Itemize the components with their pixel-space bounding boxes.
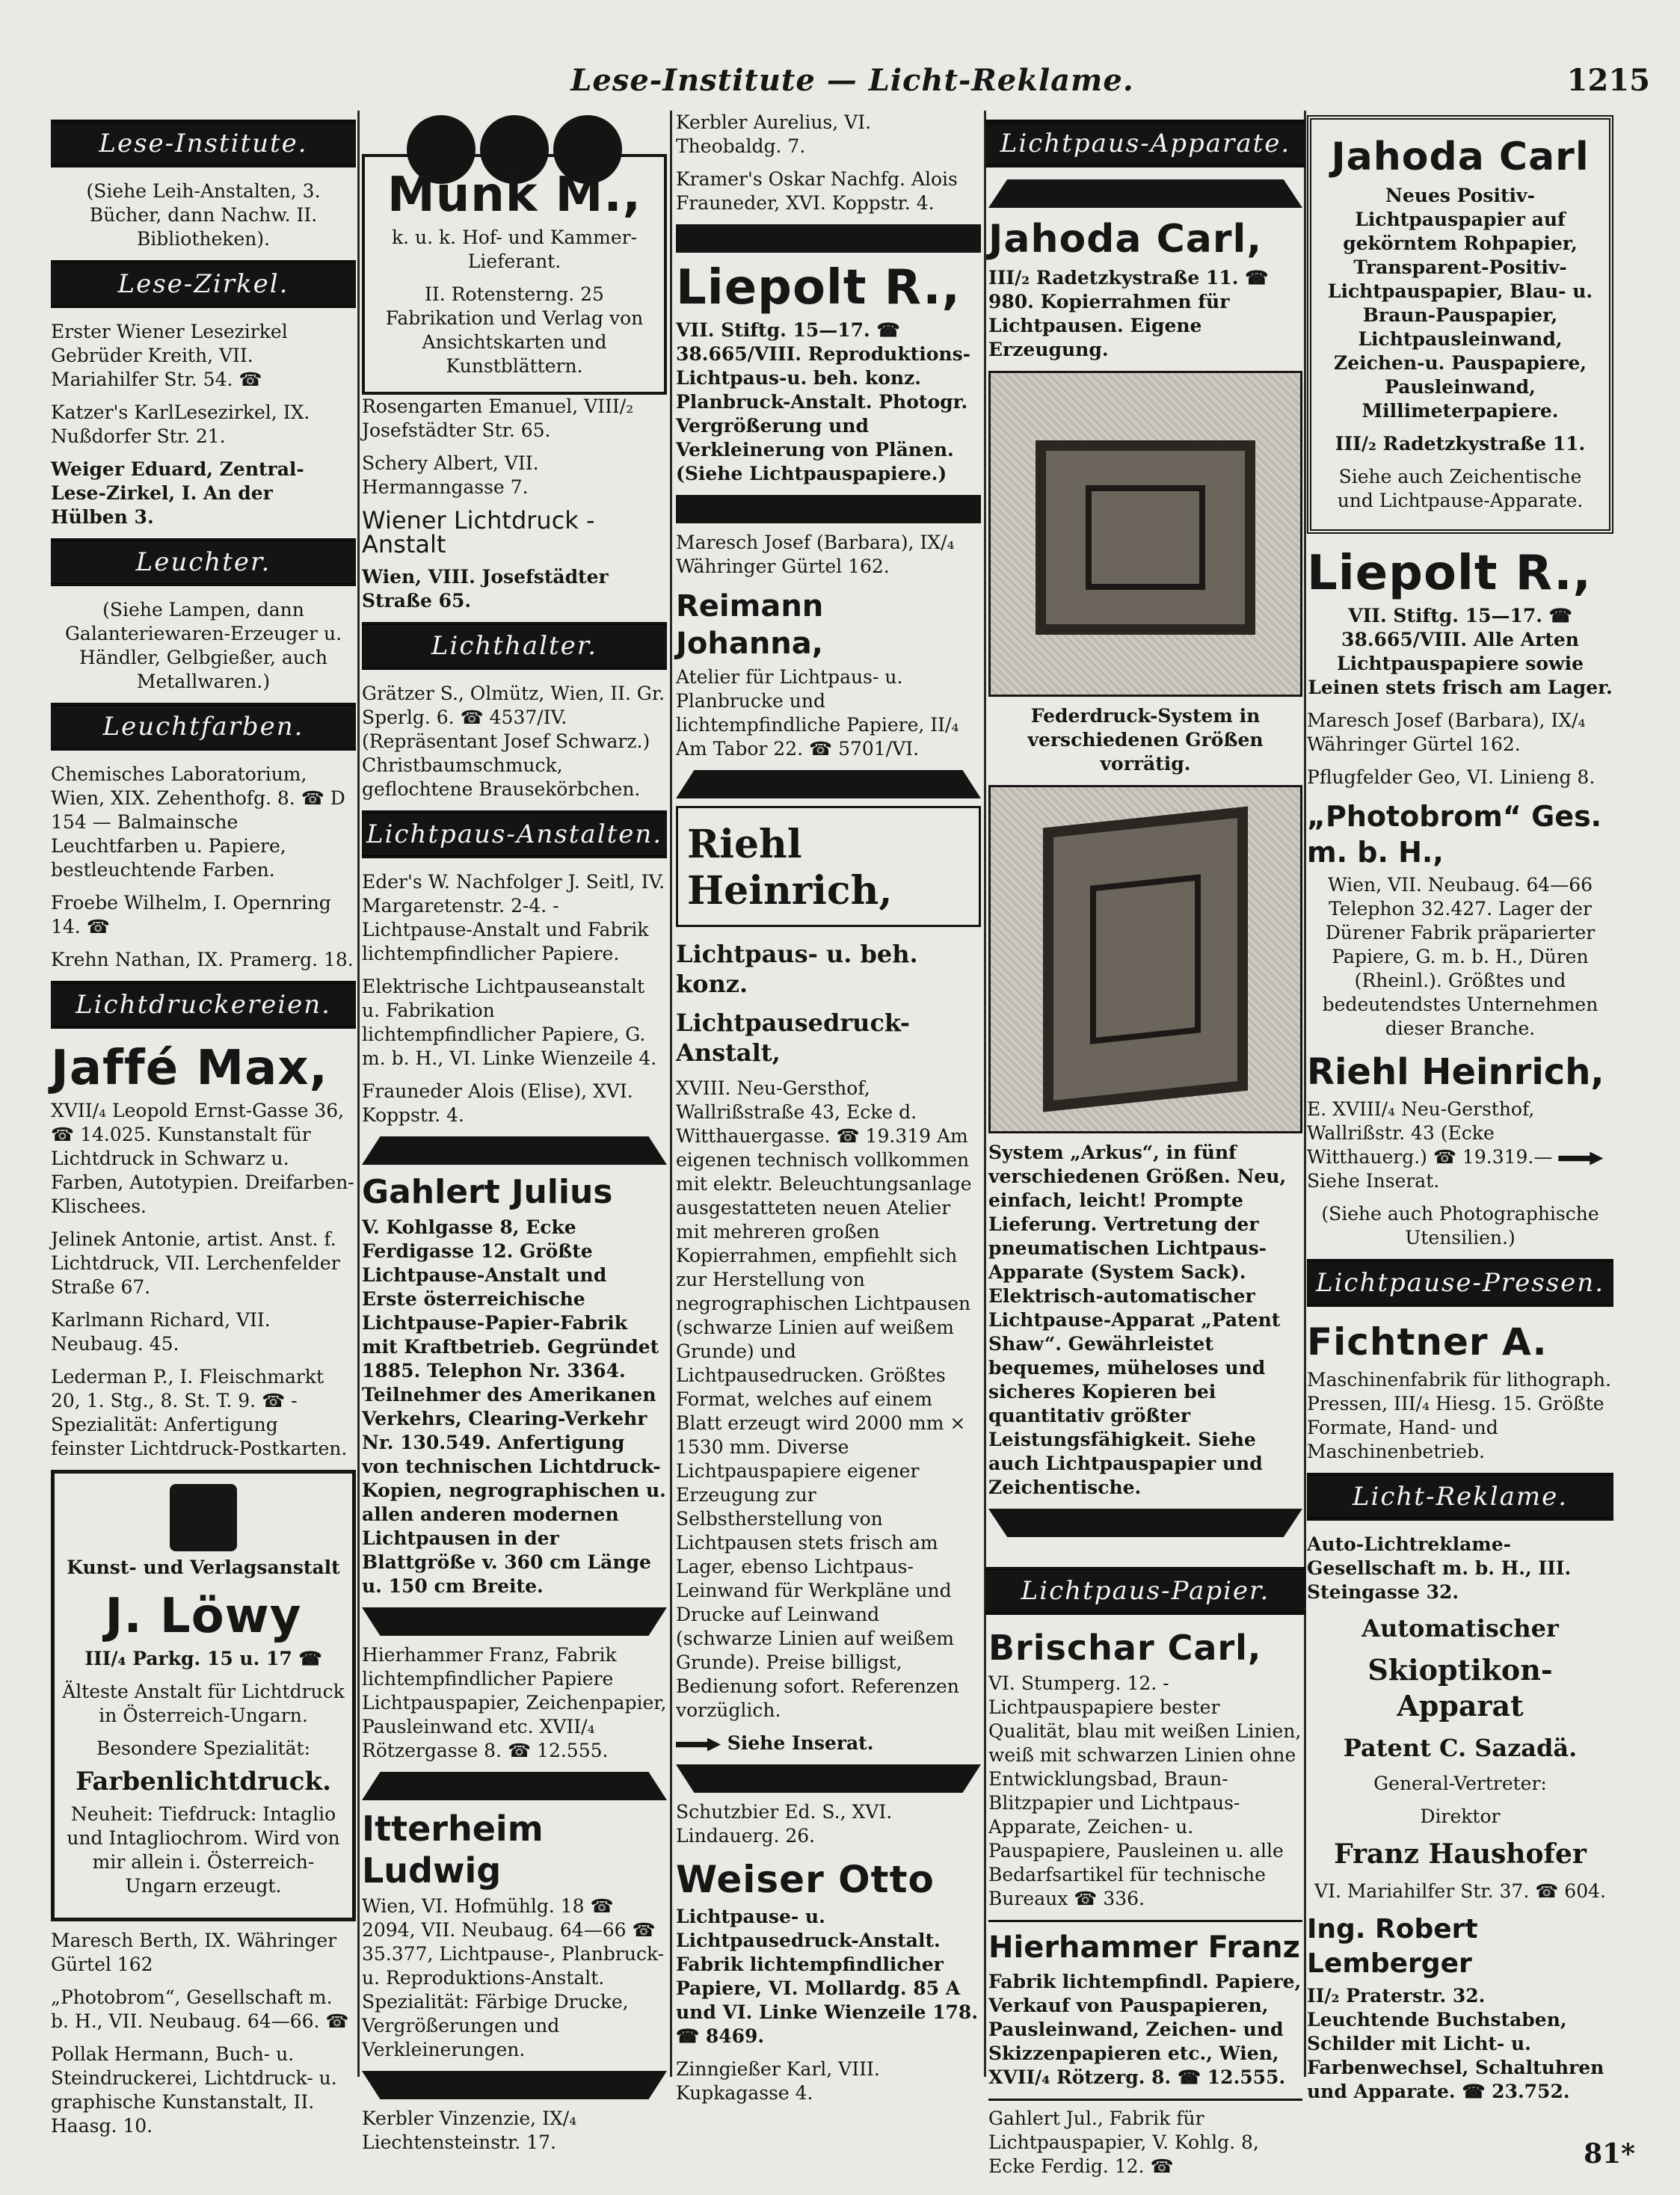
advertisement-line: Direktor xyxy=(1420,1805,1501,1827)
advertisement-text: II/₂ Praterstr. 32. Leuchtende Buchstaben, Schilder mit Licht- u. Farbenwechsel, Schaltuhren und Apparate. ☎ 23.752. xyxy=(1307,1985,1604,2102)
advertisement-text: Maschinenfabrik für lithograph. Pressen, III/₄ Hiesg. 15. Größte Formate, Hand- und Maschinenbetrieb. xyxy=(1307,1369,1611,1462)
advertisement-line: Skioptikon-Apparat xyxy=(1367,1653,1553,1723)
advertisement-line: Patent C. Sazadä. xyxy=(1343,1734,1578,1762)
advertisement-line: Franz Haushofer xyxy=(1334,1838,1587,1870)
advertisement-text: Atelier für Lichtpaus- u. Planbrucke und lichtempfindliche Papiere, II/₄ Am Tabor 22. ☎ 5701/VI. xyxy=(676,666,959,760)
column-rule xyxy=(357,111,360,2077)
advertisement-line: Älteste Anstalt für Lichtdruck in Österreich-Ungarn. xyxy=(62,1681,345,1726)
decorative-band xyxy=(988,1509,1302,1537)
directory-entry: Jelinek Antonie, artist. Anst. f. Lichtdruck, VII. Lerchenfelder Straße 67. xyxy=(51,1228,340,1298)
crest-icon xyxy=(170,1484,237,1551)
advertisement-line: k. u. k. Hof- und Kammer-Lieferant. xyxy=(391,227,638,272)
advertisement-text: VI. Stumperg. 12. -Lichtpauspapiere bester Qualität, blau mit weißen Linien, weiß mit schwarzen Linien ohne Entwicklungsbad, Braun-Blitzpapier und Lichtpaus-Apparate, Zeichen- u. Pauspapiere, Pausleinen u. alle Bedarfsartikel für technische Bureaux ☎ 336. xyxy=(988,1672,1302,1909)
cross-reference: (Siehe auch Photographische Utensilien.) xyxy=(1321,1203,1599,1249)
cross-reference: (Siehe Leih-Anstalten, 3. Bücher, dann Nachw. II. Bibliotheken). xyxy=(86,180,321,250)
advertisement-text: VII. Stiftg. 15—17. ☎ 38.665/VIII. Reproduktions-Lichtpaus-u. beh. konz. Planbruck-Anstalt. Photogr. Vergrößerung und Verkleinerung von Plänen. (Siehe Lichtpauspapiere.) xyxy=(676,319,971,484)
advertisement-line: Lichtpaus- u. beh. konz. xyxy=(676,940,918,998)
directory-entry: Elektrische Lichtpauseanstalt u. Fabrikation lichtempfindlicher Papiere, G. m. b. H., VI. Linke Wienzeile 4. xyxy=(362,976,657,1069)
advertiser-name: Riehl Heinrich, xyxy=(1307,1051,1604,1093)
section-header: Lichtpaus-Apparate. xyxy=(985,120,1305,167)
advertisement-text: Wien, VII. Neubaug. 64—66 Telephon 32.427. Lager der Dürener Fabrik präparierter Papiere, G. m. b. H., Düren (Rheinl.). Größtes und bedeutendstes Unternehmen dieser Branche. xyxy=(1322,874,1599,1039)
column-rule xyxy=(670,111,672,2077)
advertiser-name: Liepolt R., xyxy=(676,260,961,315)
directory-entry: Pollak Hermann, Buch- u. Steindruckerei, Lichtdruck- u. graphische Kunstanstalt, II. Haasg. 10. xyxy=(51,2043,337,2137)
illustration-caption: Federdruck-System in verschiedenen Größen vorrätig. xyxy=(1027,705,1264,775)
directory-entry: Gahlert Jul., Fabrik für Lichtpauspapier, V. Kohlg. 8, Ecke Ferdig. 12. ☎ xyxy=(988,2108,1259,2177)
advertisement-text: VII. Stiftg. 15—17. ☎ 38.665/VIII. Alle Arten Lichtpauspapiere sowie Leinen stets frisch am Lager. xyxy=(1308,605,1613,698)
section-header: Lichtpaus-Papier. xyxy=(985,1567,1305,1615)
footer-number: 81* xyxy=(1584,2138,1635,2170)
directory-entry: Wien, VIII. Josefstädter Straße 65. xyxy=(362,566,609,612)
advertisement-line: II. Rotensterng. 25 Fabrikation und Verlag von Ansichtskarten und Kunstblättern. xyxy=(385,283,644,377)
advertisement-text: Fabrik lichtempfindl. Papiere, Verkauf von Pauspapieren, Pausleinwand, Zeichen- und Skizzenpapieren etc., Wien, XVII/₄ Rötzerg. 8. ☎ 12.555. xyxy=(988,1971,1302,2088)
advertiser-name: Reimann Johanna, xyxy=(676,589,824,661)
directory-entry: Weiger Eduard, Zentral-Lese-Zirkel, I. An der Hülben 3. xyxy=(51,458,304,528)
advertisement-text: V. Kohlgasse 8, Ecke Ferdigasse 12. Größte Lichtpause-Anstalt und Erste österreichische Lichtpause-Papier-Fabrik mit Kraftbetrieb. Gegründet 1885. Telephon Nr. 3364. Teilnehmer des Amerikanen Verkehrs, Clearing-Verkehr Nr. 130.549. Anfertigung von technischen Lichtdruck-Kopien, negrographischen u. allen anderen modernen Lichtpausen in der Blattgröße v. 360 cm Länge u. 150 cm Breite. xyxy=(362,1216,666,1597)
advertisement-line: Kunst- und Verlagsanstalt xyxy=(67,1557,340,1578)
advertisement-text: XVII/₄ Leopold Ernst-Gasse 36, ☎ 14.025. Kunstanstalt für Lichtdruck in Schwarz u. Farben, Autotypien. Dreifarben-Klischees. xyxy=(51,1100,354,1217)
advertisement-text xyxy=(1307,1098,1613,1193)
directory-entry: Karlmann Richard, VII. Neubaug. 45. xyxy=(51,1309,271,1355)
directory-entry: Zinngießer Karl, VIII. Kupkagasse 4. xyxy=(676,2058,880,2104)
directory-entry: Chemisches Laboratorium, Wien, XIX. Zehenthofg. 8. ☎ D 154 — Balmainsche Leuchtfarben u. Papiere, bestleuchtende Farben. xyxy=(51,763,345,881)
directory-entry: Eder's W. Nachfolger J. Seitl, IV. Margaretenstr. 2-4. -Lichtpause-Anstalt und Fabrik lichtempfindlicher Papiere. xyxy=(362,871,665,964)
advertiser-name: „Photobrom“ Ges. m. b. H., xyxy=(1307,800,1602,869)
decorative-band xyxy=(676,224,981,253)
directory-entry: Froebe Wilhelm, I. Opernring 14. ☎ xyxy=(51,892,331,938)
advertisement-text: III/₂ Radetzkystraße 11. ☎ 980. Kopierrahmen für Lichtpausen. Eigene Erzeugung. xyxy=(988,267,1269,360)
advertiser-name: Ing. Robert Lemberger xyxy=(1307,1914,1478,1979)
advertiser-name: Gahlert Julius xyxy=(362,1173,613,1211)
advertisement-text: System „Arkus“, in fünf verschiedenen Größen. Neu, einfach, leicht! Prompte Lieferung. Vertretung der pneumatischen Lichtpaus-Apparate (System Sack). Elektrisch-automatischer Lichtpause-Apparat „Patent Shaw“. Gewährleistet bequemes, müheloses und sicheres Kopieren bei quantitativ größter Leistungsfähigkeit. Siehe auch Lichtpauspapier und Zeichentische. xyxy=(988,1142,1287,1498)
column-rule xyxy=(1304,111,1306,2077)
directory-entry: Kerbler Aurelius, VI. Theobaldg. 7. xyxy=(676,111,872,157)
directory-entry: Kerbler Vinzenzie, IX/₄ Liechtensteinstr. 17. xyxy=(362,2108,577,2153)
directory-entry: Rosengarten Emanuel, VIII/₂ Josefstädter Str. 65. xyxy=(362,395,634,441)
section-header: Leuchter. xyxy=(51,538,356,586)
directory-entry: Lederman P., I. Fleischmarkt 20, 1. Stg., 8. St. T. 9. ☎ -Spezialität: Anfertigung feinster Lichtdruck-Postkarten. xyxy=(51,1366,348,1459)
advertiser-name: Jahoda Carl, xyxy=(988,217,1263,262)
decorative-band xyxy=(676,495,981,523)
advertisement-line: E. XVIII/₄ Neu-Gersthof, Wallrißstr. 43 (Ecke Witthauerg.) ☎ 19.319.— xyxy=(1307,1098,1553,1168)
directory-entry: Maresch Josef (Barbara), IX/₄ Währinger Gürtel 162. xyxy=(1307,709,1586,755)
advertisement-line xyxy=(676,1731,981,1755)
directory-entry: Maresch Berth, IX. Währinger Gürtel 162 xyxy=(51,1930,337,1975)
see-reference: Siehe Inserat. xyxy=(727,1732,874,1754)
pointing-hand-icon xyxy=(1558,1152,1603,1166)
directory-entry: Erster Wiener Lesezirkel Gebrüder Kreith, VII. Mariahilfer Str. 54. ☎ xyxy=(51,321,288,390)
directory-entry: Hierhammer Franz, Fabrik lichtempfindlicher Papiere Lichtpauspapier, Zeichenpapier, Pausleinwand etc. XVII/₄ Rötzergasse 8. ☎ 12.555. xyxy=(362,1644,667,1761)
decorative-band xyxy=(988,179,1302,208)
divider xyxy=(988,1920,1302,1922)
easel-frame-illustration xyxy=(988,785,1302,1133)
decorative-band xyxy=(362,1772,667,1800)
directory-entry: Schutzbier Ed. S., XVI. Lindauerg. 26. xyxy=(676,1801,893,1847)
advertisement-text: XVIII. Neu-Gersthof, Wallrißstraße 43, Ecke d. Witthauergasse. ☎ 19.319 Am eigenen technisch vollkommen mit elektr. Beleuchtungsanlage ausgestatteten neuen Atelier mit mehreren großen Kopierrahmen, empfiehlt sich zur Herstellung von negrographischen Lichtpausen (schwarze Linien auf weißem Grunde) und Lichtpausedrucken. Größtes Format, welches auf einem Blatt erzeugt wird 2000 mm × 1530 mm. Diverse Lichtpauspapiere eigener Erzeugung zur Selbstherstellung von Lichtpausen stets frisch am Lager, ebenso Lichtpaus-Leinwand für Werkpläne und Drucke auf Leinwand (schwarze Linien auf weißem Grunde). Preise billigst, Bedienung sofort. Referenzen vorzüglich. xyxy=(676,1077,972,1721)
column-2 xyxy=(362,111,667,2153)
copy-frame-illustration xyxy=(988,371,1302,697)
advertiser-name: Weiser Otto xyxy=(676,1858,935,1901)
section-header: Licht-Reklame. xyxy=(1307,1473,1613,1521)
advertisement-line: Farbenlichtdruck. xyxy=(76,1767,331,1797)
cross-reference: (Siehe Lampen, dann Galanteriewaren-Erzeuger u. Händler, Gelbgießer, auch Metallwaren.) xyxy=(64,599,342,692)
pointing-hand-icon xyxy=(676,1738,721,1752)
section-header: Lichtdruckereien. xyxy=(51,981,356,1029)
section-header: Lichtpaus-Anstalten. xyxy=(362,810,667,858)
advertisement-line: III/₂ Radetzkystraße 11. xyxy=(1335,433,1586,455)
advertisement-text: Neues Positiv-Lichtpauspapier auf gekörntem Rohpapier, Transparent-Positiv-Lichtpauspapier, Blau- u. Braun-Pauspapier, Lichtpausleinwand, Zeichen-u. Pauspapiere, Pausleinwand, Millimeterpapiere. xyxy=(1327,185,1593,422)
directory-entry: Auto-Lichtreklame-Gesellschaft m. b. H., III. Steingasse 32. xyxy=(1307,1533,1572,1603)
advertisement-line: VI. Mariahilfer Str. 37. ☎ 604. xyxy=(1314,1880,1606,1902)
directory-entry: Katzer's KarlLesezirkel, IX. Nußdorfer Str. 21. xyxy=(51,401,310,447)
section-header: Lese-Zirkel. xyxy=(51,260,356,308)
advertiser-name: Brischar Carl, xyxy=(988,1628,1262,1668)
directory-entry: Grätzer S., Olmütz, Wien, II. Gr. Sperlg. 6. ☎ 4537/IV. (Repräsentant Josef Schwarz.) Christbaumschmuck, geflochtene Brausekörbchen. xyxy=(362,683,665,800)
advertisement-text: Wien, VI. Hofmühlg. 18 ☎ 2094, VII. Neubaug. 64—66 ☎ 35.377, Lichtpause-, Planbruck- u. Reproduktions-Anstalt. Spezialität: Färbige Drucke, Vergrößerungen und Verkleinerungen. xyxy=(362,1895,665,2060)
column-3 xyxy=(676,111,981,2104)
column-rule xyxy=(984,111,986,2077)
directory-entry: Kramer's Oskar Nachfg. Alois Frauneder, XVI. Koppstr. 4. xyxy=(676,168,958,214)
decorative-band xyxy=(676,770,981,798)
advertiser-name: Liepolt R., xyxy=(1307,546,1592,601)
directory-entry: Maresch Josef (Barbara), IX/₄ Währinger Gürtel 162. xyxy=(676,532,955,577)
column-5 xyxy=(1307,111,1613,2102)
advertisement-text: Lichtpause- u. Lichtpausedruck-Anstalt. Fabrik lichtempfindlicher Papiere, VI. Mollardg. 85 A und VI. Linke Wienzeile 178. ☎ 8469. xyxy=(676,1906,979,2047)
advertisement-line: Automatischer xyxy=(1361,1614,1559,1643)
directory-entry: Schery Albert, VII. Hermanngasse 7. xyxy=(362,452,539,498)
see-reference: Siehe Inserat. xyxy=(1307,1170,1440,1192)
advertiser-name: Hierhammer Franz xyxy=(988,1930,1300,1965)
decorative-band xyxy=(676,1764,981,1793)
advertisement-box xyxy=(1307,115,1613,534)
advertiser-name: Riehl Heinrich, xyxy=(687,822,893,914)
advertisement-box xyxy=(676,806,981,927)
directory-entry: Wiener Lichtdruck - Anstalt xyxy=(362,506,595,558)
advertiser-name: Munk M., xyxy=(387,167,641,223)
section-header: Lese-Institute. xyxy=(51,120,356,167)
directory-entry: Frauneder Alois (Elise), XVI. Koppstr. 4. xyxy=(362,1080,633,1126)
advertisement-line: Lichtpausedruck-Anstalt, xyxy=(676,1009,911,1067)
column-4 xyxy=(988,111,1302,2177)
directory-entry: Pflugfelder Geo, VI. Linieng 8. xyxy=(1307,766,1596,788)
section-header: Lichtpause-Pressen. xyxy=(1307,1259,1613,1307)
section-header: Lichthalter. xyxy=(362,622,667,670)
advertisement-line: General-Vertreter: xyxy=(1373,1773,1547,1794)
advertiser-name: J. Löwy xyxy=(105,1589,302,1644)
column-1 xyxy=(51,111,356,2137)
advertiser-name: Jahoda Carl xyxy=(1331,135,1590,179)
advertisement-line: Siehe auch Zeichentische und Lichtpause-Apparate. xyxy=(1337,466,1584,511)
decorative-band xyxy=(362,1136,667,1165)
advertisement-line: III/₄ Parkg. 15 u. 17 ☎ xyxy=(84,1648,322,1669)
advertisement-box xyxy=(362,154,667,395)
advertiser-name: Itterheim Ludwig xyxy=(362,1808,544,1891)
decorative-band xyxy=(362,1607,667,1636)
directory-entry: Krehn Nathan, IX. Pramerg. 18. xyxy=(51,949,354,970)
advertisement-box xyxy=(51,1470,356,1921)
advertiser-name: Fichtner A. xyxy=(1307,1320,1548,1364)
divider xyxy=(988,2099,1302,2101)
decorative-band xyxy=(362,2071,667,2099)
advertisement-line: Neuheit: Tiefdruck: Intaglio und Intagliochrom. Wird von mir allein i. Österreich-Ungarn erzeugt. xyxy=(67,1803,340,1897)
advertiser-name: Jaffé Max, xyxy=(51,1041,328,1096)
page-number: 1215 xyxy=(1566,63,1650,98)
running-title: Lese-Institute — Licht-Reklame. xyxy=(570,63,1134,98)
directory-entry: „Photobrom“, Gesellschaft m. b. H., VII. Neubaug. 64—66. ☎ xyxy=(51,1986,349,2032)
advertisement-box xyxy=(1307,1613,1613,1903)
advertisement-line: Besondere Spezialität: xyxy=(96,1737,311,1759)
section-header: Leuchtfarben. xyxy=(51,703,356,751)
